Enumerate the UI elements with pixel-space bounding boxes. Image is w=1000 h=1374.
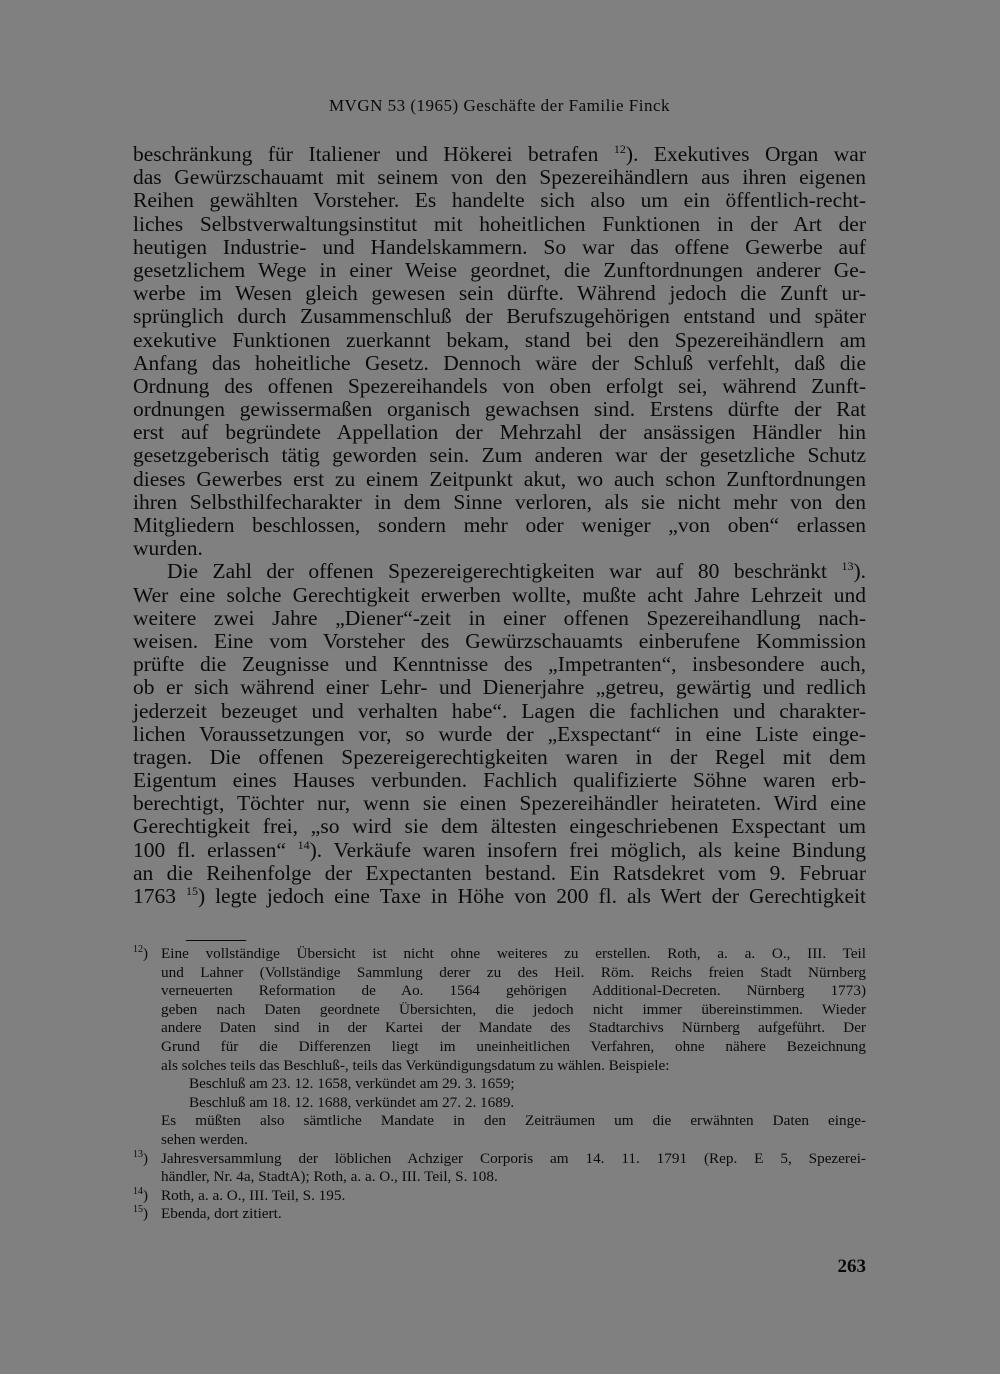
body-line bbox=[133, 189, 866, 212]
footnote-number: $^{14}$) bbox=[133, 1185, 148, 1204]
footnote-number: $^{13}$) bbox=[133, 1148, 148, 1167]
footnote-line: Beschluß am 23. 12. 1658, verkündet am 29. 3. 1659; bbox=[189, 1075, 515, 1093]
footnote-number: $^{15}$) bbox=[133, 1204, 148, 1223]
footnote-marker: 12 bbox=[613, 141, 626, 156]
footnote-line: Jahresversammlung der löblichen Achziger Corporis am 14. 11. 1791 (Rep. E 5, Spezerei- bbox=[161, 1149, 866, 1167]
footnote-rule bbox=[186, 940, 246, 941]
body-line bbox=[133, 491, 866, 514]
footnote-line: andere Daten sind in der Kartei der Mandate des Stadtarchivs Nürnberg aufgeführt. Der bbox=[161, 1019, 866, 1037]
body-line-text: werbe im Wesen gleich gewesen sein dürfte. Während jedoch die Zunft ur- bbox=[133, 281, 866, 306]
body-line-text: Die Zahl der offenen Spezereigerechtigkeiten war auf 80 beschränkt bbox=[167, 559, 842, 584]
body-line bbox=[133, 537, 866, 560]
body-line bbox=[133, 792, 866, 815]
footnote-marker: 14 bbox=[297, 837, 310, 852]
body-line-text: dieses Gewerbes erst zu einem Zeitpunkt akut, wo auch schon Zunftordnungen bbox=[133, 466, 866, 491]
body-line bbox=[133, 259, 866, 282]
body-line bbox=[133, 143, 866, 166]
footnote-line: Grund für die Differenzen liegt im uneinheitlichen Verfahren, ohne nähere Bezeichnung bbox=[161, 1037, 866, 1055]
footnote-number-text: 15 bbox=[133, 1204, 143, 1216]
body-line bbox=[133, 166, 866, 189]
footnote-number-text: 13 bbox=[133, 1148, 143, 1160]
body-line-text: ). bbox=[853, 559, 866, 584]
body-line bbox=[133, 723, 866, 746]
body-line-text: lichen Voraussetzungen vor, so wurde der „Exspectant“ in eine Liste einge- bbox=[133, 721, 866, 746]
body-line-text: tragen. Die offenen Spezereigerechtigkeiten waren in der Regel mit dem bbox=[133, 744, 866, 769]
body-line-text: ). Verkäufe waren insofern frei möglich, als keine Bindung bbox=[309, 837, 866, 862]
footnote-line: verneuerten Reformation de Ao. 1564 gehörigen Additional-Decreten. Nürnberg 1773) bbox=[161, 982, 866, 1000]
page-number: 263 bbox=[837, 1256, 866, 1277]
body-line-text: exekutive Funktionen zuerkannt bekam, stand bei den Spezereihändlern am bbox=[133, 327, 866, 352]
body-line-text: Mitgliedern beschlossen, sondern mehr oder weniger „von oben“ erlassen bbox=[133, 513, 866, 537]
footnote-number: $^{12}$) bbox=[133, 944, 148, 962]
body-line bbox=[133, 398, 866, 421]
body-line bbox=[133, 329, 866, 352]
body-line-text: berechtigt, Töchter nur, wenn sie einen Spezereihändler heirateten. Wird eine bbox=[133, 791, 866, 816]
body-line-text: Anfang das hoheitliche Gesetz. Dennoch wäre der Schluß verfehlt, daß die bbox=[133, 350, 866, 375]
body-line-text: Reihen gewählten Vorsteher. Es handelte sich also um ein öffentlich-recht- bbox=[133, 188, 866, 213]
body-line-text: prüfte die Zeugnisse und Kenntnisse des „Impetranten“, insbesondere auch, bbox=[133, 652, 866, 677]
footnotes bbox=[133, 945, 866, 1224]
footnote-number-text: 14 bbox=[133, 1185, 143, 1197]
footnote-line: Es müßten also sämtliche Mandate in den Zeiträumen um die erwähnten Daten einge- bbox=[161, 1112, 866, 1130]
footnote-marker: 13 bbox=[841, 559, 854, 574]
footnote bbox=[133, 945, 866, 1150]
footnote-line: Beschluß am 18. 12. 1688, verkündet am 27. 2. 1689. bbox=[189, 1093, 515, 1111]
body-line bbox=[133, 282, 866, 305]
body-line-text: Eigentum eines Hauses verbunden. Fachlich qualifizierte Söhne waren erb- bbox=[133, 768, 866, 793]
footnote-line: sehen werden. bbox=[161, 1130, 248, 1148]
footnote-line: Roth, a. a. O., III. Teil, S. 195. bbox=[161, 1186, 346, 1204]
body-line-text: liches Selbstverwaltungsinstitut mit hoheitlichen Funktionen in der Art der bbox=[133, 211, 866, 236]
body-line bbox=[133, 839, 866, 862]
body-line bbox=[133, 885, 866, 908]
body-line bbox=[133, 352, 866, 375]
body-line-text: Wer eine solche Gerechtigkeit erwerben wollte, mußte acht Jahre Lehrzeit und bbox=[133, 582, 866, 607]
footnote bbox=[133, 1205, 866, 1224]
body-line bbox=[133, 444, 866, 467]
footnote-line: Ebenda, dort zitiert. bbox=[161, 1205, 282, 1223]
body-line bbox=[133, 375, 866, 398]
body-line-text: ihren Selbsthilfecharakter in dem Sinne verloren, als sie nicht mehr von den bbox=[133, 489, 866, 514]
body-line bbox=[133, 607, 866, 630]
body-line-text: sprünglich durch Zusammenschluß der Berufszugehörigen entstand und später bbox=[133, 304, 866, 329]
footnote-line: und Lahner (Vollständige Sammlung derer zu des Heil. Röm. Reichs freien Stadt Nürnberg bbox=[161, 963, 866, 981]
body-line-text: an die Reihenfolge der Expectanten bestand. Ein Ratsdekret vom 9. Februar bbox=[133, 860, 866, 885]
body-line-text: heutigen Industrie- und Handelskammern. So war das offene Gewerbe auf bbox=[133, 234, 866, 259]
body-line bbox=[133, 213, 866, 236]
body-line-text: ) legte jedoch eine Taxe in Höhe von 200 fl. als Wert der Gerechtigkeit bbox=[197, 884, 867, 908]
body-line bbox=[133, 584, 866, 607]
body-line-text: weisen. Eine vom Vorsteher des Gewürzschauamts einberufene Kommission bbox=[133, 628, 866, 653]
body-line bbox=[133, 746, 866, 769]
body-line-text: wurden. bbox=[133, 536, 203, 561]
body-line-text: jederzeit bezeuget und verhalten habe“. Lagen die fachlichen und charakter- bbox=[133, 698, 866, 723]
body-line-text: das Gewürzschauamt mit seinem von den Spezereihändlern aus ihren eigenen bbox=[133, 165, 866, 190]
footnote-line: geben nach Daten geordnete Übersichten, die jedoch nicht immer übereinstimmen. Wieder bbox=[161, 1000, 866, 1018]
footnote-line: händler, Nr. 4a, StadtA); Roth, a. a. O., III. Teil, S. 108. bbox=[161, 1168, 498, 1186]
body-line bbox=[133, 560, 866, 583]
footnote bbox=[133, 1187, 866, 1206]
running-head: MVGN 53 (1965) Geschäfte der Familie Finck bbox=[328, 96, 671, 115]
body-line-text: Ordnung des offenen Spezereihandels von oben erfolgt sei, während Zunft- bbox=[133, 373, 866, 398]
body-line bbox=[133, 236, 866, 259]
footnote-number-text: 12 bbox=[133, 944, 143, 955]
body-line-text: beschränkung für Italiener und Hökerei betrafen bbox=[133, 142, 614, 166]
body-line-text: gesetzgeberisch tätig geworden sein. Zum anderen war der gesetzliche Schutz bbox=[133, 443, 866, 468]
body-line bbox=[133, 653, 866, 676]
body-line bbox=[133, 630, 866, 653]
body-line-text: ordnungen gewissermaßen organisch gewachsen sind. Erstens dürfte der Rat bbox=[133, 397, 866, 422]
body-line bbox=[133, 676, 866, 699]
body-line-text: ). Exekutives Organ war bbox=[625, 142, 866, 166]
body-line-text: Gerechtigkeit frei, „so wird sie dem ältesten eingeschriebenen Exspectant um bbox=[133, 814, 866, 839]
body-line bbox=[133, 700, 866, 723]
body-line bbox=[133, 468, 866, 491]
body-line-text: weitere zwei Jahre „Diener“-zeit in einer offenen Spezereihandlung nach- bbox=[133, 605, 866, 630]
body-line bbox=[133, 421, 866, 444]
body-text bbox=[133, 143, 866, 908]
body-line bbox=[133, 769, 866, 792]
footnote bbox=[133, 1150, 866, 1187]
body-line bbox=[133, 815, 866, 838]
footnote-marker: 15 bbox=[185, 883, 198, 898]
body-line bbox=[133, 305, 866, 328]
body-line bbox=[133, 862, 866, 885]
body-line-text: ob er sich während einer Lehr- und Dienerjahre „getreu, gewärtig und redlich bbox=[133, 675, 866, 700]
body-line-text: erst auf begründete Appellation der Mehrzahl der ansässigen Händler hin bbox=[133, 420, 866, 445]
body-line-text: 1763 bbox=[133, 884, 186, 908]
footnote-line: Eine vollständige Übersicht ist nicht ohne weiteres zu erstellen. Roth, a. a. O., III. Teil bbox=[161, 945, 866, 962]
body-line-text: 100 fl. erlassen“ bbox=[133, 837, 298, 862]
footnote-line: als solches teils das Beschluß-, teils das Verkündigungsdatum zu wählen. Beispiele: bbox=[161, 1056, 670, 1074]
body-line bbox=[133, 514, 866, 537]
body-line-text: gesetzlichem Wege in einer Weise geordnet, die Zunftordnungen anderer Ge- bbox=[133, 257, 866, 282]
